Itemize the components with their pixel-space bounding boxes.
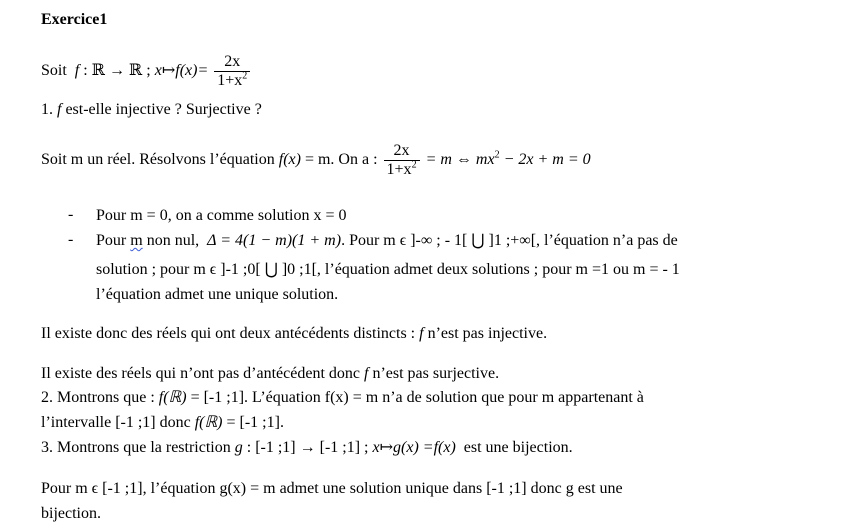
denominator-base: 1+x	[386, 160, 412, 178]
question-2-line-2-text-2: = [-1 ;1].	[226, 414, 284, 431]
question-1	[41, 100, 262, 120]
conclusion-text-2: n’est pas surjective.	[372, 365, 500, 382]
bullet-2-line-2: solution ; pour m ϵ ]-1 ;0[ ⋃ ]0 ;1[, l’équation admet deux solutions ; pour m =1 ou m = - 1	[96, 261, 680, 278]
text-soit: Soit	[41, 62, 67, 79]
conclusion-text-2: n’est pas injective.	[427, 325, 548, 342]
var-x: x	[372, 439, 380, 456]
var-f: f	[364, 365, 369, 382]
resolution-text: Soit m un réel. Résolvons l’équation	[41, 151, 275, 168]
question-2-line-1	[41, 388, 644, 408]
text-mapping: : ℝ → ℝ ;	[83, 62, 151, 79]
conclusion-injective	[41, 324, 547, 344]
var-x: x	[154, 62, 162, 79]
equation-exponent: 2	[494, 149, 500, 161]
question-2-line-2-text: l’intervalle [-1 ;1] donc	[41, 414, 191, 431]
var-f: f	[57, 101, 62, 118]
final-line-1: Pour m ϵ [-1 ;1], l’équation g(x) = m admet une solution unique dans [-1 ;1] donc g est une	[41, 480, 623, 497]
fraction-denominator	[214, 71, 250, 90]
resolution-line	[41, 140, 591, 180]
fraction-denominator	[384, 160, 420, 179]
mapsto-symbol: ↦	[161, 62, 176, 79]
resolution-text-2: = m. On a :	[304, 151, 378, 168]
image-fR: f(ℝ)	[194, 414, 223, 431]
question-2-text-2: = [-1 ;1]. L’équation f(x) = m n’a de solution que pour m appartenant à	[190, 389, 644, 406]
function-definition	[41, 52, 252, 90]
text-fx: f(x)=	[175, 62, 209, 79]
fraction	[384, 142, 420, 179]
question-3-text: 3. Montrons que la restriction	[41, 439, 231, 456]
question-2-line-2	[41, 413, 284, 433]
var-f: f	[419, 325, 424, 342]
conclusion-text: Il existe des réels qui n’ont pas d’antécédent donc	[41, 365, 360, 382]
question-number: 1.	[41, 101, 53, 118]
exercise-title: Exercice1	[41, 11, 108, 28]
final-line-2: bijection.	[41, 505, 101, 522]
equation-rhs-2: − 2x + m = 0	[503, 151, 591, 168]
text-non-nul: non nul,	[146, 232, 200, 249]
var-f: f	[74, 62, 80, 79]
bullet-1-text: Pour m = 0, on a comme solution x = 0	[96, 207, 347, 224]
delta-expression: Δ = 4(1 − m)(1 + m)	[207, 232, 342, 249]
text-pour: Pour	[96, 232, 127, 249]
text-gx: g(x) =f(x)	[393, 439, 456, 456]
conclusion-surjective	[41, 364, 499, 384]
fraction-numerator: 2x	[224, 52, 241, 70]
question-text: est-elle injective ? Surjective ?	[65, 101, 262, 118]
equation-rhs: = m ⇔ mx	[425, 151, 495, 168]
denominator-base: 1+x	[217, 71, 243, 89]
bullet-dash: -	[68, 206, 74, 223]
denominator-exponent: 2	[411, 159, 417, 171]
fraction	[214, 53, 250, 90]
var-fx: f(x)	[278, 151, 301, 168]
fraction-numerator: 2x	[393, 141, 410, 159]
question-3	[41, 438, 573, 458]
image-fR: f(ℝ)	[158, 389, 187, 406]
question-3-text-2: : [-1 ;1] → [-1 ;1] ;	[246, 439, 369, 456]
bullet-2-line-1	[96, 231, 678, 251]
bullet-2-line-3: l’équation admet une unique solution.	[96, 286, 339, 303]
spellcheck-word: m	[130, 232, 143, 249]
bullet-dash: -	[68, 231, 74, 248]
var-g: g	[234, 439, 243, 456]
mapsto-symbol: ↦	[379, 439, 394, 456]
question-2-text: 2. Montrons que :	[41, 389, 155, 406]
bullet-2-text: . Pour m ϵ ]-∞ ; - 1[ ⋃ ]1 ;+∞[, l’équation n’a pas de	[341, 232, 678, 249]
denominator-exponent: 2	[242, 70, 248, 82]
conclusion-text: Il existe donc des réels qui ont deux antécédents distincts :	[41, 325, 416, 342]
question-3-text-3: est une bijection.	[463, 439, 573, 456]
